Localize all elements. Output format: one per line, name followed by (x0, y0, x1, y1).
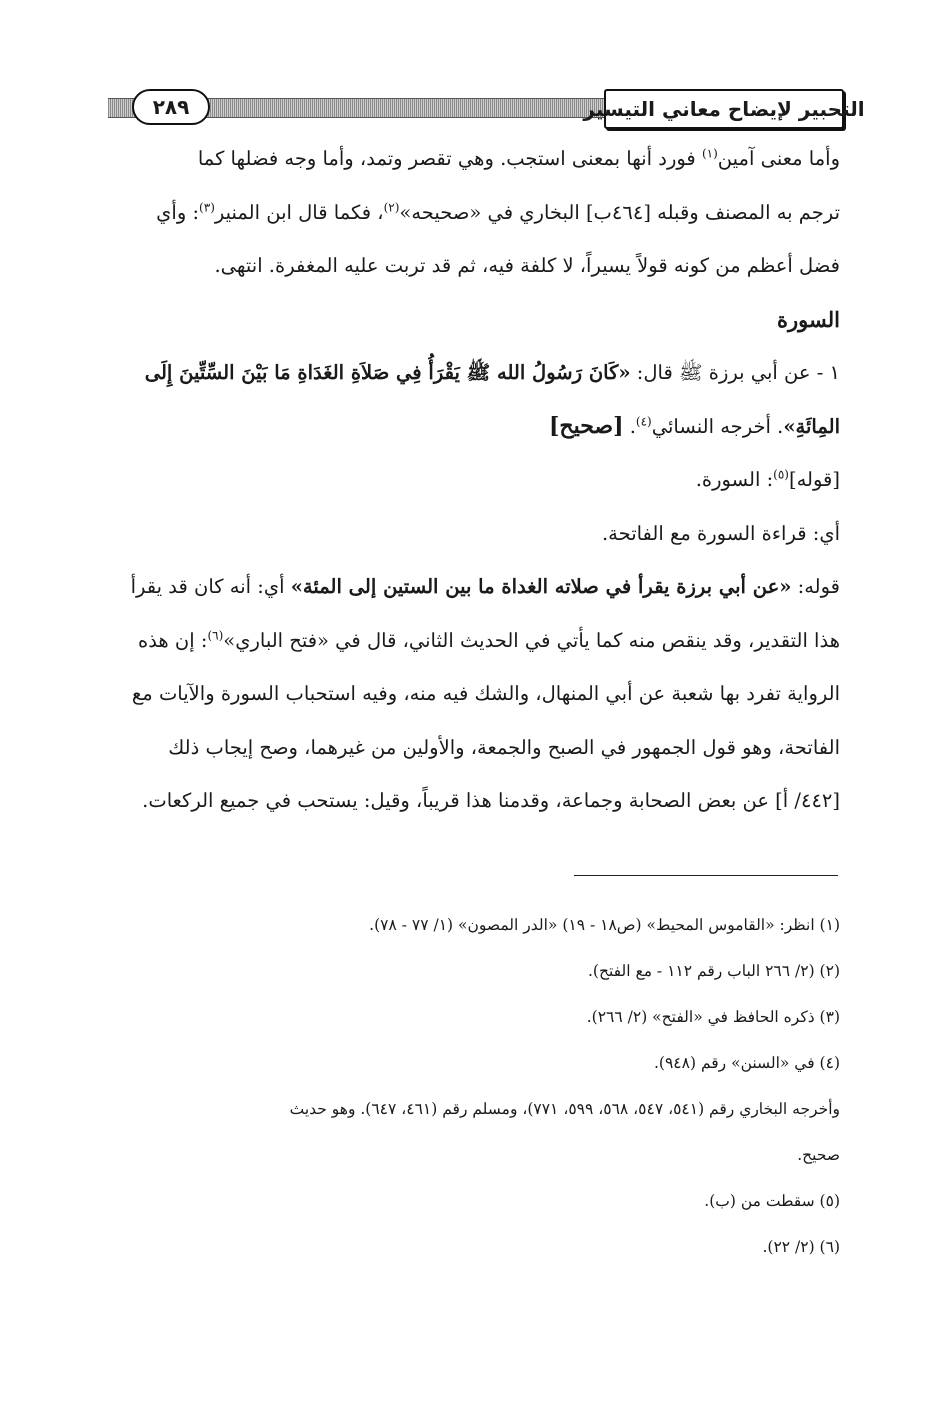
page-number: ٢٨٩ (152, 95, 190, 119)
text-line: هذا التقدير، وقد ينقص منه كما يأتي في الحديث الثاني، قال في «فتح الباري»$^{(٦)}$: إن هذه (137, 628, 840, 652)
section-heading: السورة (777, 306, 840, 332)
footnote-ref[interactable]: (٦) (207, 628, 224, 642)
footnote: (٤) في «السنن» رقم (٩٤٨). (654, 1054, 840, 1072)
footnote: (٦) (٢/ ٢٢). (762, 1238, 840, 1256)
hadith-quote: المِائَةِ» (783, 414, 840, 438)
footnote-ref[interactable]: (٢) (383, 200, 400, 214)
footnote: (٣) ذكره الحافظ في «الفتح» (٢/ ٢٦٦). (586, 1008, 840, 1026)
footnote: صحيح. (797, 1146, 840, 1164)
hadith-line: ١ - عن أبي برزة ﷺ قال: «كَانَ رَسُولُ الله ﷺ يَقْرَأُ فِي صَلاَةِ الغَدَاةِ مَا بَيْنَ السِّتِّينَ إِلَى (144, 361, 840, 384)
footnote: وأخرجه البخاري رقم (٥٤١، ٥٤٧، ٥٦٨، ٥٩٩، ٧٧١)، ومسلم رقم (٤٦١، ٦٤٧). وهو حديث (289, 1100, 840, 1118)
running-header (108, 86, 865, 132)
main-text (108, 132, 840, 828)
header-title-frame (583, 89, 865, 129)
page-number-frame (132, 89, 210, 125)
hadith-grade: [صحيح] (548, 412, 624, 439)
text-line: ترجم به المصنف وقبله [٤٦٤ب] البخاري في «صحيحه»$^{(٢)}$، فكما قال ابن المنير$^{(٣)}$: وأي (156, 200, 840, 224)
footnote-ref[interactable]: (٣) (199, 200, 215, 214)
text-line: فضل أعظم من كونه قولاً يسيراً، لا كلفة فيه، ثم قد تربت عليه المغفرة. انتهى. (214, 254, 840, 277)
footnote-ref[interactable]: (٥) (773, 467, 789, 482)
footnote: (٢) (٢/ ٢٦٦ الباب رقم ١١٢ - مع الفتح). (588, 962, 840, 980)
text-line: أي: قراءة السورة مع الفاتحة. (601, 521, 840, 545)
text-line: الرواية تفرد بها شعبة عن أبي المنهال، والشك فيه منه، وفيه استحباب السورة والآيات مع (131, 682, 840, 705)
text-line: وأما معنى آمين$^{(١)}$ فورد أنها بمعنى استجب. وهي تقصر وتمد، وأما وجه فضلها كما (197, 146, 840, 170)
footnote-ref[interactable]: (١) (701, 146, 718, 161)
footnote: (٥) سقطت من (ب). (704, 1192, 840, 1210)
footnote-ref[interactable]: (٤) (635, 414, 652, 428)
text-line: قوله: «عن أبي برزة يقرأ في صلاته الغداة ما بين الستين إلى المئة» أي: أنه كان قد يقرأ (130, 575, 840, 598)
footnotes (108, 902, 840, 1270)
quoted-text: «عن أبي برزة يقرأ في صلاته الغداة ما بين الستين إلى المئة» (290, 575, 792, 598)
footnote: (١) انظر: «القاموس المحيط» (ص١٨ - ١٩) «الدر المصون» (١/ ٧٧ - ٧٨). (369, 916, 840, 934)
text-line: [قوله]$^{(٥)}$: السورة. (695, 467, 840, 491)
hadith-quote: «كَانَ رَسُولُ الله ﷺ يَقْرَأُ فِي صَلاَةِ الغَدَاةِ مَا بَيْنَ السِّتِّينَ إِلَى (144, 361, 631, 384)
text-line: [٤٤٢/ أ] عن بعض الصحابة وجماعة، وقدمنا هذا قريباً، وقيل: يستحب في جميع الركعات. (142, 789, 840, 812)
text-line: الفاتحة، وهو قول الجمهور في الصبح والجمعة، والأولين من غيرهما، وصح إيجاب ذلك (168, 735, 840, 759)
hadith-line: المِائَةِ». أخرجه النسائي$^{(٤)}$. [صحيح] (548, 412, 840, 439)
book-title: التحبير لإيضاح معاني التيسير (583, 97, 865, 121)
footnote-separator (574, 875, 838, 876)
